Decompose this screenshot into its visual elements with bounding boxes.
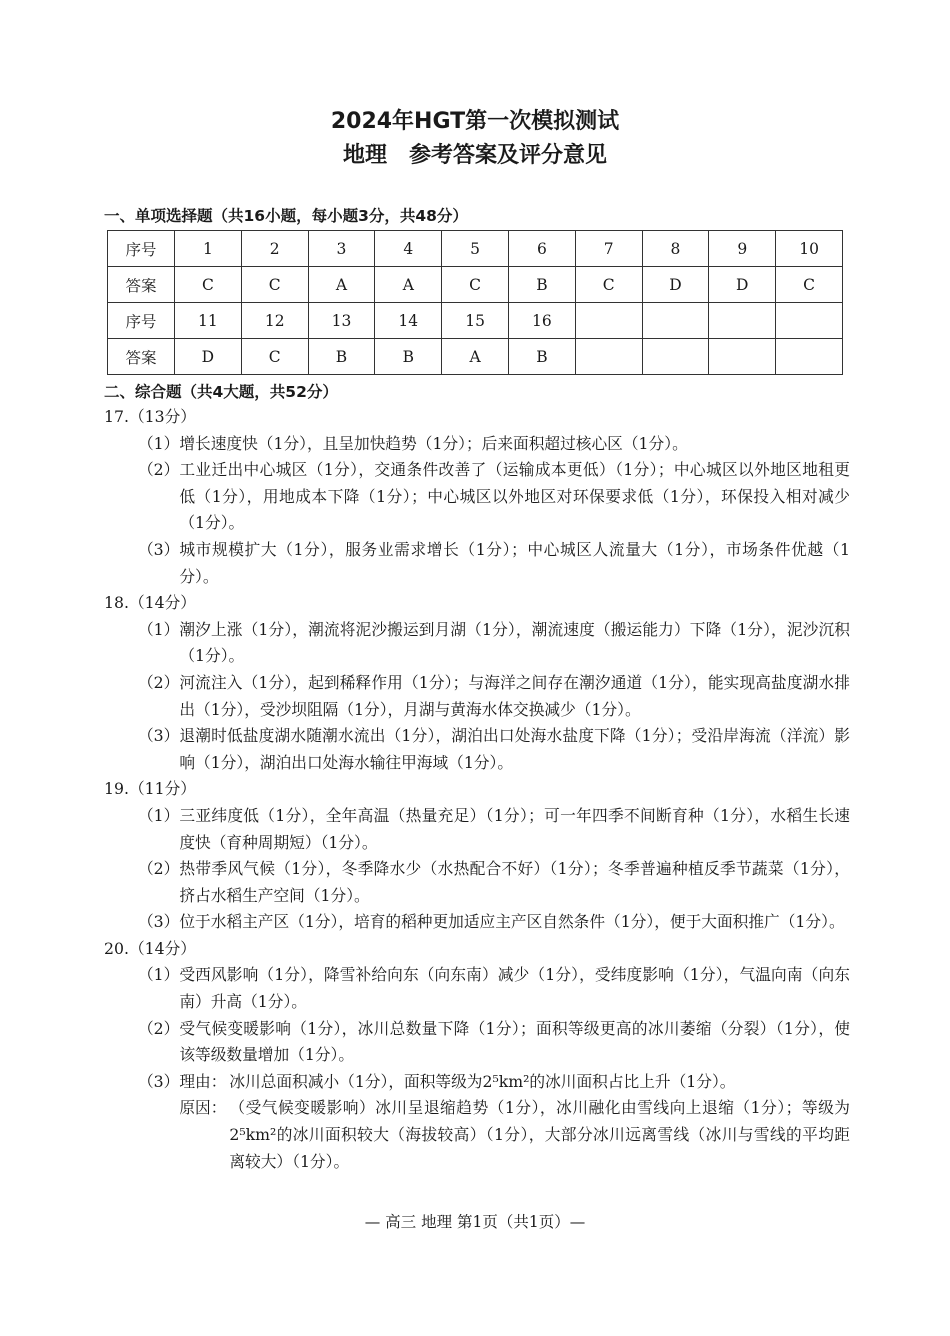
table-cell: 1 bbox=[175, 231, 242, 267]
table-cell: C bbox=[776, 267, 843, 303]
list-item bbox=[104, 723, 850, 776]
table-cell: D bbox=[175, 339, 242, 375]
question-20-heading: 20.（14分） bbox=[104, 938, 196, 958]
table-cell: D bbox=[642, 267, 709, 303]
item-number: （1） bbox=[138, 433, 180, 453]
list-item bbox=[104, 537, 850, 590]
table-cell: A bbox=[375, 267, 442, 303]
reason-text: 冰川总面积减小（1分），面积等级为2⁵km²的冰川面积占比上升（1分）。 bbox=[229, 1071, 736, 1091]
answer-content bbox=[104, 404, 850, 1175]
reason-line bbox=[179, 1069, 850, 1096]
table-cell bbox=[642, 303, 709, 339]
table-cell: 序号 bbox=[108, 303, 175, 339]
list-item bbox=[104, 457, 850, 537]
item-number: （3） bbox=[138, 726, 180, 746]
table-cell: A bbox=[308, 267, 375, 303]
table-cell: 4 bbox=[375, 231, 442, 267]
item-text: 三亚纬度低（1分），全年高温（热量充足）（1分）；可一年四季不间断育种（1分），水稻生长速度快（育种周期短）（1分）。 bbox=[179, 805, 850, 852]
item-number: （1） bbox=[138, 805, 180, 825]
table-cell bbox=[575, 303, 642, 339]
table-cell: 6 bbox=[508, 231, 575, 267]
question-18-heading: 18.（14分） bbox=[104, 593, 196, 613]
item-number: （1） bbox=[138, 619, 180, 639]
item-number: （2） bbox=[138, 460, 180, 480]
item-number: （3） bbox=[138, 539, 180, 559]
list-item bbox=[104, 1069, 850, 1175]
exam-subtitle: 地理 参考答案及评分意见 bbox=[342, 143, 607, 168]
item-text: 热带季风气候（1分），冬季降水少（水热配合不好）（1分）；冬季普遍种植反季节蔬菜（1分），挤占水稻生产空间（1分）。 bbox=[179, 859, 850, 905]
table-cell bbox=[642, 339, 709, 375]
table-cell bbox=[709, 303, 776, 339]
list-item bbox=[104, 1016, 850, 1069]
item-number: （2） bbox=[138, 1018, 180, 1038]
table-cell: C bbox=[241, 267, 308, 303]
table-cell: C bbox=[175, 267, 242, 303]
item-number: （1） bbox=[138, 965, 180, 985]
table-cell bbox=[776, 303, 843, 339]
table-cell: 16 bbox=[508, 303, 575, 339]
table-cell: 14 bbox=[375, 303, 442, 339]
list-item bbox=[104, 909, 850, 936]
table-row bbox=[108, 267, 843, 303]
table-cell: 7 bbox=[575, 231, 642, 267]
table-cell: 13 bbox=[308, 303, 375, 339]
table-cell bbox=[776, 339, 843, 375]
cause-label: 原因： bbox=[179, 1098, 227, 1118]
list-item bbox=[104, 617, 850, 670]
list-item bbox=[104, 670, 850, 723]
list-item bbox=[104, 962, 850, 1015]
table-cell bbox=[575, 339, 642, 375]
table-cell: C bbox=[442, 267, 509, 303]
list-item bbox=[104, 431, 850, 458]
table-cell bbox=[709, 339, 776, 375]
table-cell: 2 bbox=[241, 231, 308, 267]
table-cell: 3 bbox=[308, 231, 375, 267]
answer-table bbox=[107, 230, 843, 375]
table-cell: C bbox=[241, 339, 308, 375]
table-row bbox=[108, 303, 843, 339]
item-text: 增长速度快（1分），且呈加快趋势（1分）；后来面积超过核心区（1分）。 bbox=[179, 433, 688, 453]
table-cell: 10 bbox=[776, 231, 843, 267]
table-row bbox=[108, 231, 843, 267]
item-number: （3） bbox=[138, 912, 180, 932]
table-row bbox=[108, 339, 843, 375]
table-cell: 11 bbox=[175, 303, 242, 339]
table-cell: 答案 bbox=[108, 339, 175, 375]
section-2-heading: 二、综合题（共4大题，共52分） bbox=[104, 383, 338, 401]
item-text: 退潮时低盐度湖水随潮水流出（1分），湖泊出口处海水盐度下降（1分）；受沿岸海流（洋流）影响（1分），湖泊出口处海水输往甲海域（1分）。 bbox=[179, 726, 850, 772]
list-item bbox=[104, 856, 850, 909]
table-cell: A bbox=[442, 339, 509, 375]
item-text bbox=[179, 1069, 850, 1175]
table-cell: 15 bbox=[442, 303, 509, 339]
table-cell: 9 bbox=[709, 231, 776, 267]
table-cell: 12 bbox=[241, 303, 308, 339]
question-19-heading: 19.（11分） bbox=[104, 779, 196, 799]
section-1-heading: 一、单项选择题（共16小题，每小题3分，共48分） bbox=[104, 207, 468, 225]
item-text: 工业迁出中心城区（1分），交通条件改善了（运输成本更低）（1分）；中心城区以外地区地租更低（1分），用地成本下降（1分）；中心城区以外地区对环保要求低（1分），环保投入相对减少（1分）。 bbox=[179, 460, 850, 533]
table-cell: C bbox=[575, 267, 642, 303]
table-cell: D bbox=[709, 267, 776, 303]
reason-label: 理由： bbox=[179, 1071, 227, 1091]
table-cell: B bbox=[375, 339, 442, 375]
page-footer: — 高三 地理 第1页（共1页）— bbox=[364, 1213, 586, 1231]
item-text: 受气候变暖影响（1分），冰川总数量下降（1分）；面积等级更高的冰川萎缩（分裂）（1分），使该等级数量增加（1分）。 bbox=[179, 1018, 850, 1065]
list-item bbox=[104, 803, 850, 856]
table-cell: B bbox=[308, 339, 375, 375]
table-cell: B bbox=[508, 339, 575, 375]
item-text: 城市规模扩大（1分），服务业需求增长（1分）；中心城区人流量大（1分），市场条件优越（1分）。 bbox=[179, 539, 850, 586]
item-text: 受西风影响（1分），降雪补给向东（向东南）减少（1分），受纬度影响（1分），气温向南（向东南）升高（1分）。 bbox=[179, 965, 850, 1012]
item-text: 河流注入（1分），起到稀释作用（1分）；与海洋之间存在潮汐通道（1分），能实现高盐度湖水排出（1分），受沙坝阻隔（1分），月湖与黄海水体交换减少（1分）。 bbox=[179, 672, 850, 719]
table-cell: 答案 bbox=[108, 267, 175, 303]
cause-text: （受气候变暖影响）冰川呈退缩趋势（1分），冰川融化由雪线向上退缩（1分）；等级为2⁵km²的冰川面积较大（海拔较高）（1分），大部分冰川远离雪线（冰川与雪线的平均距离较大）（1分）。 bbox=[229, 1098, 850, 1171]
table-cell: B bbox=[508, 267, 575, 303]
question-17-heading: 17.（13分） bbox=[104, 407, 196, 426]
table-cell: 5 bbox=[442, 231, 509, 267]
table-cell: 序号 bbox=[108, 231, 175, 267]
cause-line bbox=[179, 1095, 850, 1175]
exam-title: 2024年HGT第一次模拟测试 bbox=[330, 109, 620, 134]
table-cell: 8 bbox=[642, 231, 709, 267]
item-number: （2） bbox=[138, 859, 180, 879]
item-text: 潮汐上涨（1分），潮流将泥沙搬运到月湖（1分），潮流速度（搬运能力）下降（1分），泥沙沉积（1分）。 bbox=[179, 619, 850, 666]
item-text: 位于水稻主产区（1分），培育的稻种更加适应主产区自然条件（1分），便于大面积推广（1分）。 bbox=[179, 912, 845, 932]
item-number: （3） bbox=[138, 1071, 180, 1091]
item-number: （2） bbox=[138, 672, 180, 692]
